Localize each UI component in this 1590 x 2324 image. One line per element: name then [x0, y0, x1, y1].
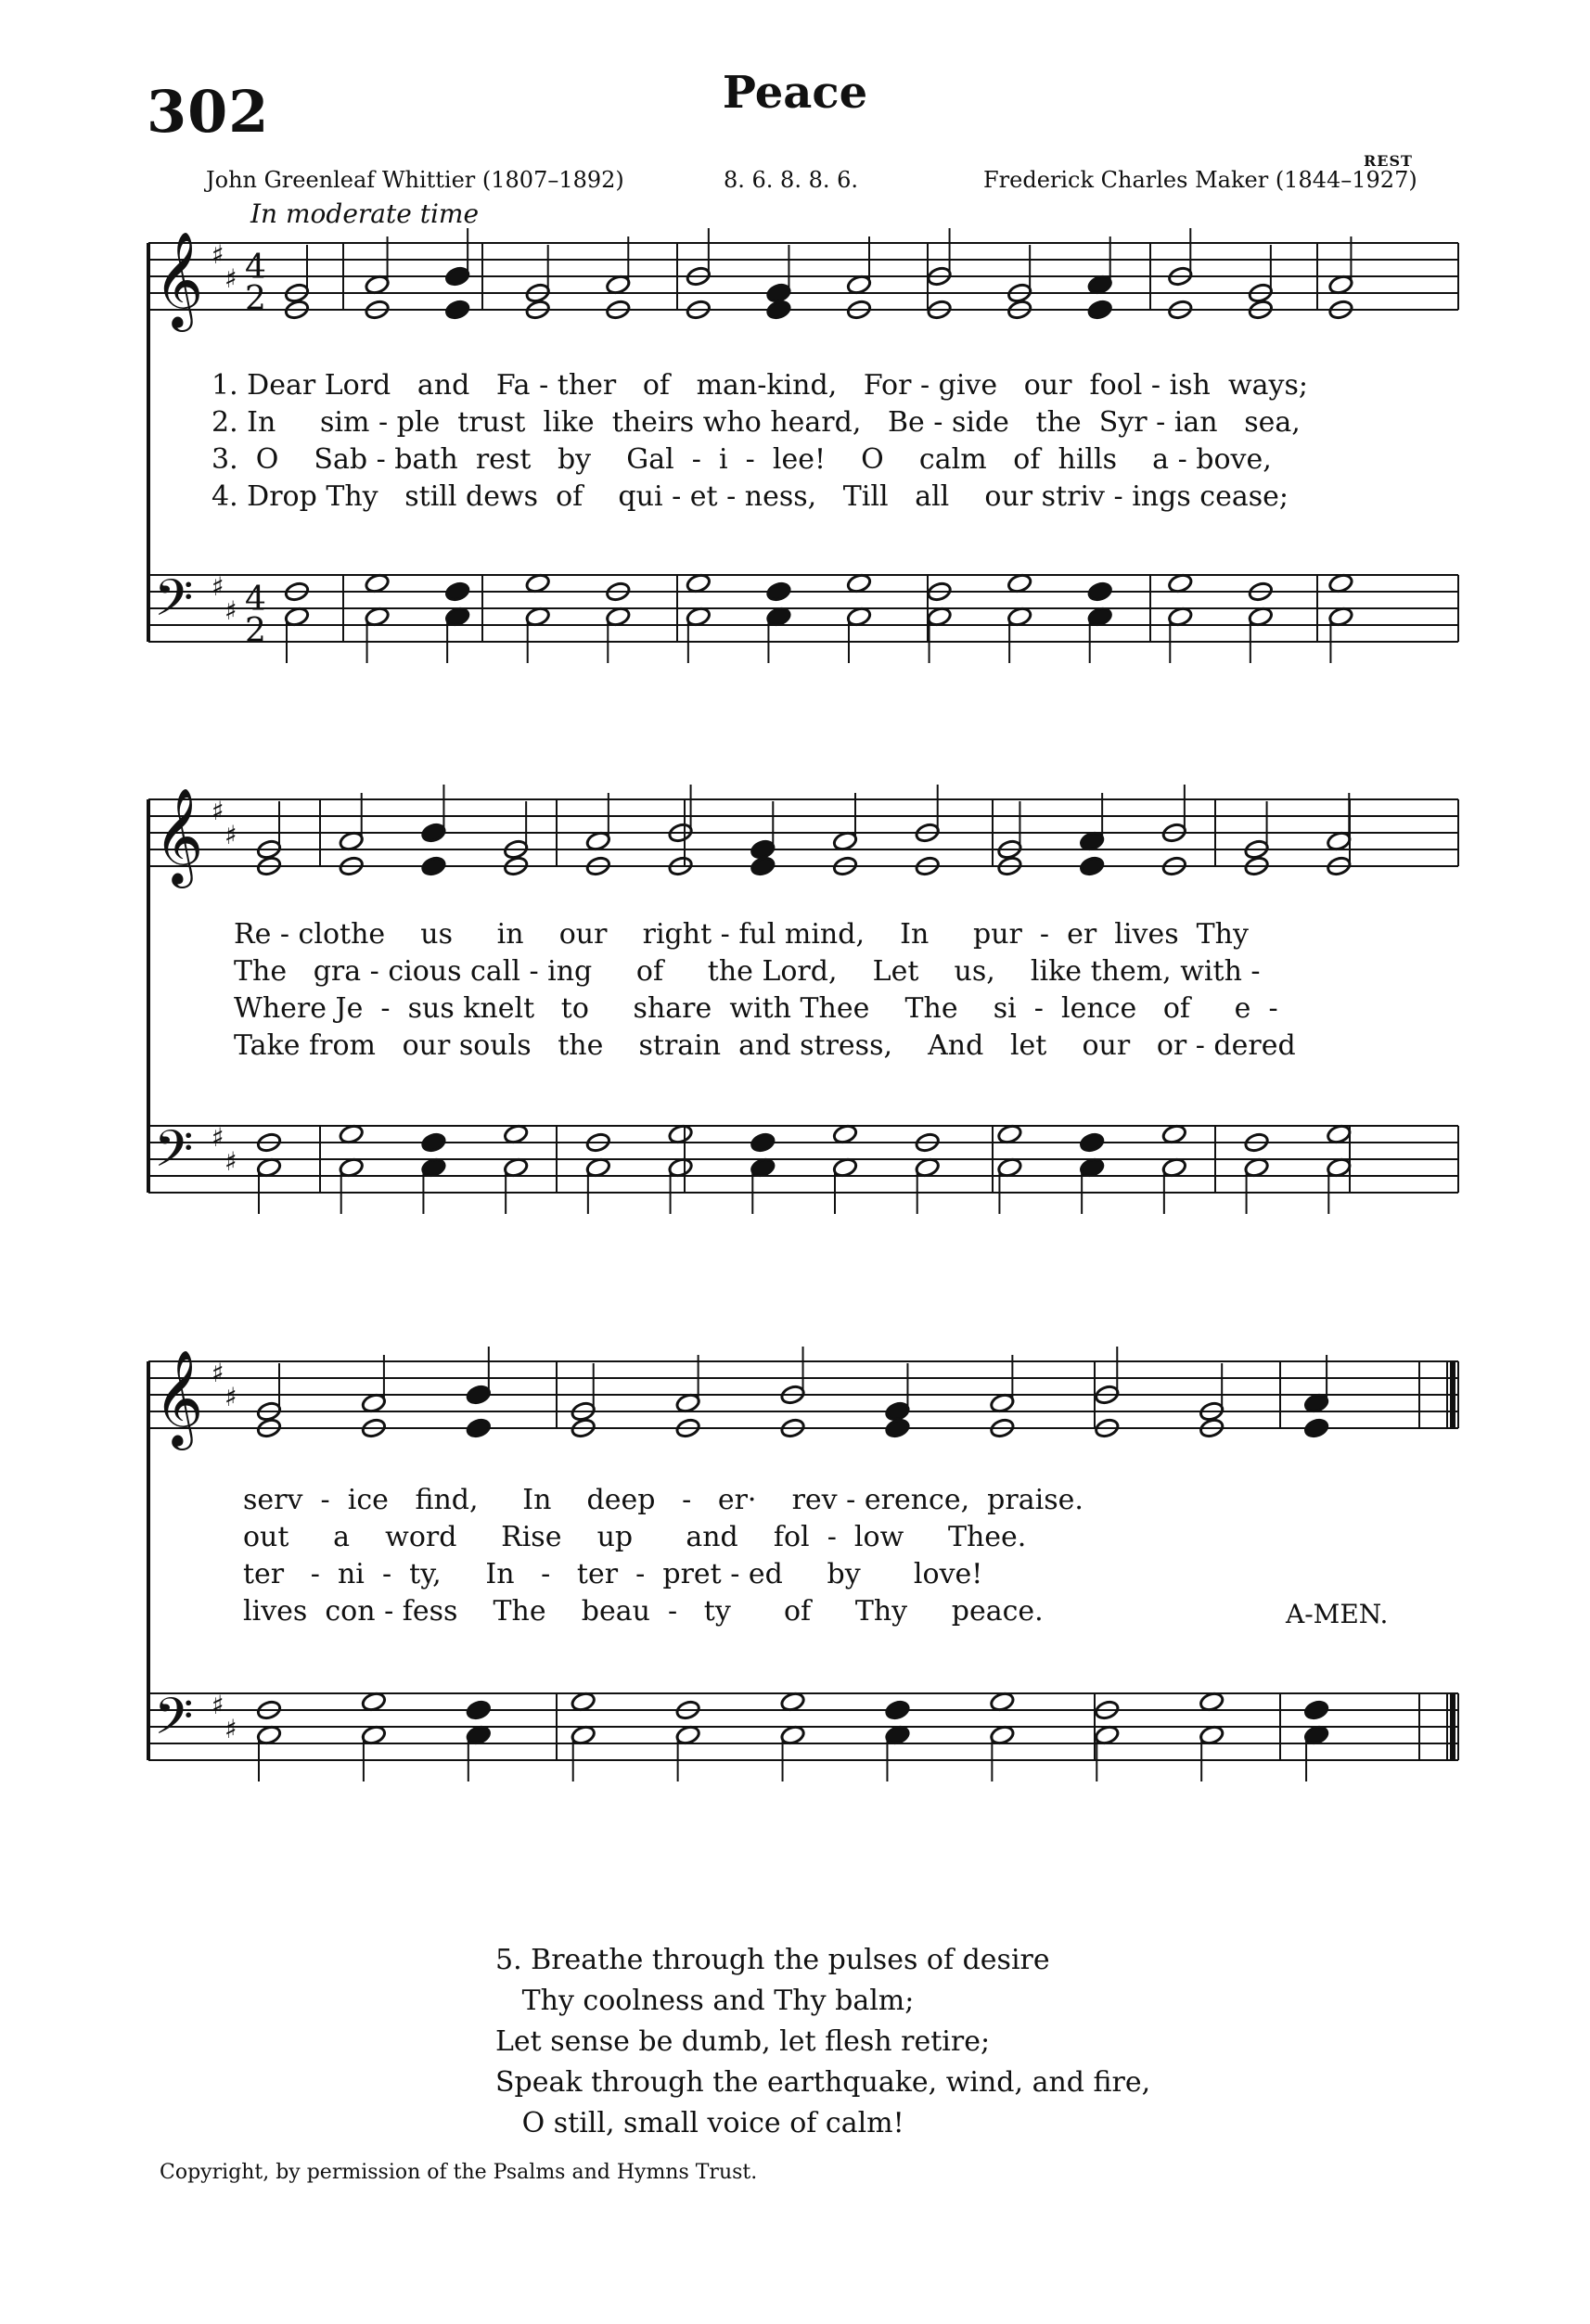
notehead-filled [444, 299, 470, 320]
time-signature-bottom: 2 [245, 612, 266, 650]
bass-clef: 𝄢 [154, 1687, 194, 1758]
stanza5-line: Speak through the earthquake, wind, and fire, [495, 2066, 1151, 2099]
sharp-sign: ♯ [224, 820, 237, 850]
time-signature-top: 4 [245, 249, 266, 287]
system1-verse2: 2. In sim - ple trust like theirs who heard, Be - side the Syr - ian sea, [212, 406, 1301, 439]
notehead-filled [444, 265, 470, 287]
system1-verse1: 1. Dear Lord and Fa - ther of man-kind, For - give our fool - ish ways; [212, 369, 1308, 402]
author-credit: John Greenleaf Whittier (1807–1892) [206, 167, 624, 193]
treble-clef: 𝄞 [154, 231, 204, 328]
notehead-filled [1079, 1131, 1105, 1153]
amen-label: A-MEN. [1286, 1599, 1389, 1629]
sharp-sign: ♯ [212, 571, 224, 602]
sharp-sign: ♯ [212, 239, 224, 270]
treble-clef: 𝄞 [154, 787, 204, 885]
system3-verse4: lives con - fess The beau - ty of Thy peace. [243, 1595, 1044, 1628]
notehead-filled [750, 855, 776, 876]
meter: 8. 6. 8. 8. 6. [724, 167, 859, 193]
notehead-filled [420, 822, 446, 843]
hymn-number: 302 [147, 78, 270, 146]
bass-clef: 𝄢 [154, 1119, 194, 1191]
composer-credit: Frederick Charles Maker (1844–1927) [983, 167, 1417, 193]
sharp-sign: ♯ [212, 1690, 224, 1720]
system3-verse1: serv - ice find, In deep - er· rev - erence, praise. [243, 1484, 1084, 1516]
sharp-sign: ♯ [224, 1714, 237, 1744]
system2-verse1: Re - clothe us in our right - ful mind, In pur - er lives Thy [234, 918, 1249, 951]
notehead-filled [420, 1131, 446, 1153]
notehead-filled [1303, 1699, 1329, 1720]
stanza5-line: Thy coolness and Thy balm; [495, 1985, 915, 2017]
system1-verse4: 4. Drop Thy still dews of qui - et - ness, Till all our striv - ings cease; [212, 480, 1289, 513]
stanza5-line: O still, small voice of calm! [495, 2107, 904, 2139]
notehead-filled [1303, 1417, 1329, 1438]
system1-verse3: 3. O Sab - bath rest by Gal - i - lee! O calm of hills a - bove, [212, 443, 1272, 476]
notehead-filled [444, 581, 470, 602]
notehead-filled [884, 1400, 910, 1422]
notehead-filled [1087, 299, 1113, 320]
notehead-filled [1079, 855, 1105, 876]
notehead-filled [466, 1699, 492, 1720]
hymn-title: Peace [722, 67, 868, 119]
sharp-sign: ♯ [224, 263, 237, 294]
notehead-filled [884, 1699, 910, 1720]
sharp-sign: ♯ [224, 595, 237, 626]
notehead-filled [765, 581, 791, 602]
system3-verse2: out a word Rise up and fol - low Thee. [243, 1521, 1027, 1553]
notehead-filled [1087, 581, 1113, 602]
system2-verse4: Take from our souls the strain and stress, And let our or - dered [234, 1029, 1296, 1062]
time-signature-top: 4 [245, 581, 266, 619]
tempo-marking: In moderate time [250, 198, 480, 229]
bass-clef: 𝄢 [154, 568, 194, 640]
time-signature-bottom: 2 [245, 280, 266, 318]
system2-verse2: The gra - cious call - ing of the Lord, Let us, like them, with - [234, 955, 1261, 988]
sharp-sign: ♯ [212, 796, 224, 826]
stanza5-line: 5. Breathe through the pulses of desire [495, 1944, 1050, 1976]
notehead-filled [750, 1131, 776, 1153]
tune-name: REST [1364, 152, 1413, 170]
notehead-filled [884, 1417, 910, 1438]
sharp-sign: ♯ [224, 1382, 237, 1412]
copyright-notice: Copyright, by permission of the Psalms and Hymns Trust. [160, 2161, 758, 2184]
treble-clef: 𝄞 [154, 1349, 204, 1447]
notehead-filled [750, 838, 776, 860]
notehead-filled [765, 299, 791, 320]
notehead-filled [765, 282, 791, 303]
stanza5-line: Let sense be dumb, let flesh retire; [495, 2025, 991, 2058]
sharp-sign: ♯ [212, 1122, 224, 1153]
system2-verse3: Where Je - sus knelt to share with Thee The si - lence of e - [234, 992, 1278, 1025]
notehead-filled [420, 855, 446, 876]
system3-verse3: ter - ni - ty, In - ter - pret - ed by love! [243, 1558, 983, 1590]
notehead-filled [466, 1417, 492, 1438]
sharp-sign: ♯ [224, 1146, 237, 1177]
notehead-filled [466, 1384, 492, 1405]
stanza-5 [495, 1940, 1150, 2144]
sharp-sign: ♯ [212, 1358, 224, 1388]
